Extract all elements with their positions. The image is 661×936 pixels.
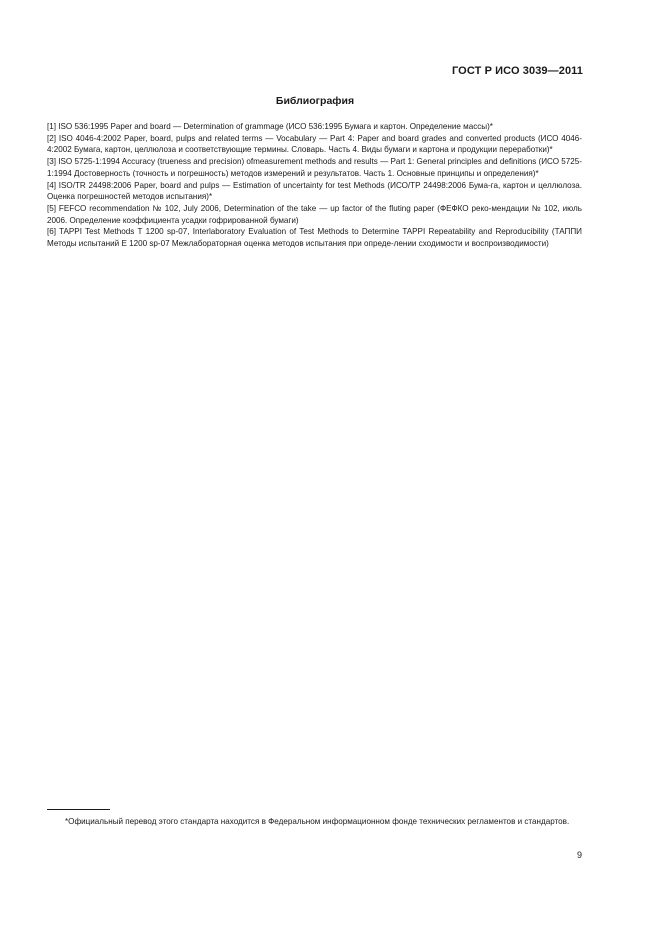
bibliography-list (47, 121, 582, 250)
bibliography-title: Библиография (275, 95, 355, 107)
document-code: ГОСТ Р ИСО 3039—2011 (451, 65, 583, 77)
bibliography-entry: [5] FEFCO recommendation № 102, July 2006, Determination of the take — up factor of the fluting paper (ФЕФКО реко-мендации № 102, июль 2006. Определение коэффициента усадки гофрированной бумаги) (47, 203, 582, 225)
bibliography-entry: [1] ISO 536:1995 Paper and board — Determination of grammage (ИСО 536:1995 Бумага и картон. Определение массы)* (47, 122, 493, 131)
footnote: *Официальный перевод этого стандарта находится в Федеральном информационном фонде технических регламентов и стандартов. (65, 817, 570, 826)
bibliography-entry: [3] ISO 5725-1:1994 Accuracy (trueness and precision) ofmeasurement methods and results — Part 1: General principles and definitions (ИСО 5725-1:1994 Достоверность (точность и погрешность) методов измерений и результатов. Часть 1. Основные принципы и определения)* (47, 157, 582, 178)
bibliography-entry: [4] ISO/TR 24498:2006 Paper, board and pulps — Estimation of uncertainty for test Methods (ИСО/ТР 24498:2006 Бума-га, картон и целлюлоза. Оценка погрешностей методов испытания)* (47, 180, 582, 202)
bibliography-entry: [2] ISO 4046-4:2002 Paper, board, pulps and related terms — Vocabulary — Part 4: Paper and board grades and converted products (ИСО 4046-4:2002 Бумага, картон, целлюлоза и соответствующие термины. Словарь. Часть 4. Виды бумаги и картона и продукции переработки)* (47, 133, 582, 155)
page-number: 9 (576, 850, 582, 860)
bibliography-entry: [6] TAPPI Test Methods T 1200 sp-07, Interlaboratory Evaluation of Test Methods to Determine TAPPI Repeatability and Reproducibility (ТАППИ Методы испытаний Е 1200 sp-07 Межлабораторная оценка методов испытания при опреде-лении сходимости и воспроизводимости) (47, 227, 582, 249)
footnote-separator (47, 809, 110, 810)
